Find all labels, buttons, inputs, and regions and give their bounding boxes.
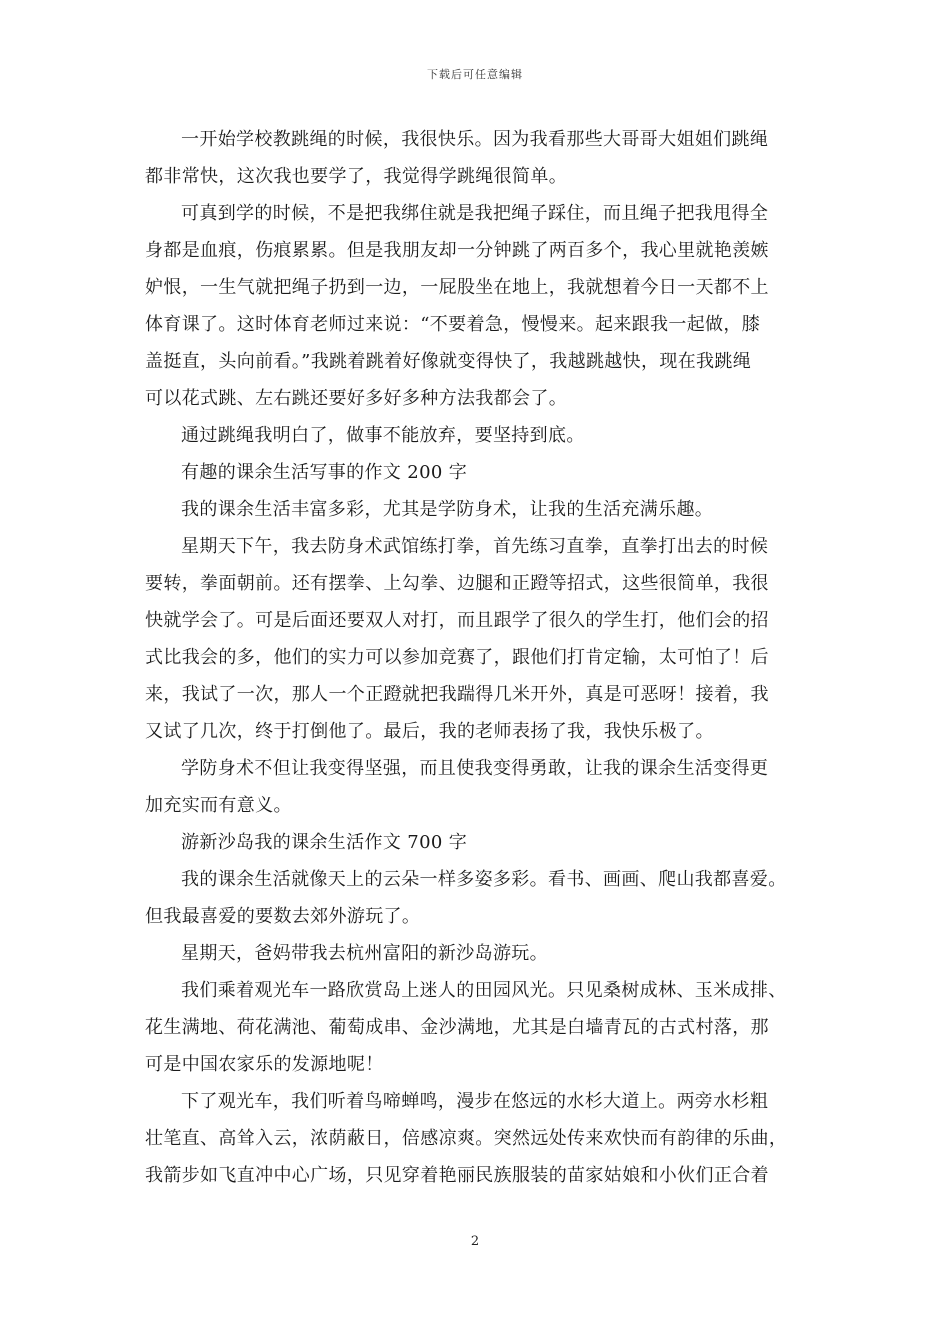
text-line: 一开始学校教跳绳的时候，我很快乐。因为我看那些大哥哥大姐姐们跳绳	[181, 129, 769, 150]
text-line: 盖挺直，头向前看。”我跳着跳着好像就变得快了，我越跳越快，现在我跳绳	[145, 351, 752, 372]
text-line: 可是中国农家乐的发源地呢！	[145, 1054, 384, 1075]
text-line: 可以花式跳、左右跳还要好多好多种方法我都会了。	[145, 388, 568, 409]
text-line: 学防身术不但让我变得坚强，而且使我变得勇敢，让我的课余生活变得更	[181, 758, 769, 779]
text-line: 体育课了。这时体育老师过来说：“不要着急，慢慢来。起来跟我一起做，膝	[145, 314, 761, 335]
text-line: 壮笔直、高耸入云，浓荫蔽日，倍感凉爽。突然远处传来欢快而有韵律的乐曲，	[145, 1128, 788, 1149]
text-line: 我们乘着观光车一路欣赏岛上迷人的田园风光。只见桑树成林、玉米成排、	[181, 980, 787, 1001]
text-line: 身都是血痕，伤痕累累。但是我朋友却一分钟跳了两百多个，我心里就艳羡嫉	[145, 240, 769, 261]
text-line: 都非常快，这次我也要学了，我觉得学跳绳很简单。	[145, 166, 568, 187]
text-line: 可真到学的时候，不是把我绑住就是我把绳子踩住，而且绳子把我甩得全	[181, 203, 769, 224]
text-line: 游新沙岛我的课余生活作文 700 字	[181, 832, 468, 853]
text-line: 又试了几次，终于打倒他了。最后，我的老师表扬了我，我快乐极了。	[145, 721, 714, 742]
page-number: 2	[470, 1234, 480, 1249]
text-line: 星期天，爸妈带我去杭州富阳的新沙岛游玩。	[181, 943, 548, 964]
page-header: 下载后可任意编辑	[427, 68, 523, 81]
text-line: 式比我会的多，他们的实力可以参加竞赛了，跟他们打肯定输，太可怕了！后	[145, 647, 769, 668]
text-line: 花生满地、荷花满池、葡萄成串、金沙满地，尤其是白墙青瓦的古式村落，那	[145, 1017, 769, 1038]
text-line: 来，我试了一次，那人一个正蹬就把我踹得几米开外，真是可恶呀！接着，我	[145, 684, 769, 705]
text-line: 我箭步如飞直冲中心广场，只见穿着艳丽民族服装的苗家姑娘和小伙们正合着	[145, 1165, 769, 1186]
text-line: 妒恨，一生气就把绳子扔到一边，一屁股坐在地上，我就想着今日一天都不上	[145, 277, 769, 298]
text-line: 但我最喜爱的要数去郊外游玩了。	[145, 906, 421, 927]
text-line: 我的课余生活丰富多彩，尤其是学防身术，让我的生活充满乐趣。	[181, 499, 714, 520]
text-line: 快就学会了。可是后面还要双人对打，而且跟学了很久的学生打，他们会的招	[145, 610, 769, 631]
text-line: 加充实而有意义。	[145, 795, 292, 816]
text-line: 我的课余生活就像天上的云朵一样多姿多彩。看书、画画、爬山我都喜爱。	[181, 869, 787, 890]
text-line: 有趣的课余生活写事的作文 200 字	[181, 462, 468, 483]
document-body	[145, 121, 807, 1194]
text-line: 通过跳绳我明白了，做事不能放弃，要坚持到底。	[181, 425, 585, 446]
text-line: 星期天下午，我去防身术武馆练打拳，首先练习直拳，直拳打出去的时候	[181, 536, 769, 557]
text-line: 下了观光车，我们听着鸟啼蝉鸣，漫步在悠远的水杉大道上。两旁水杉粗	[181, 1091, 769, 1112]
text-line: 要转，拳面朝前。还有摆拳、上勾拳、边腿和正蹬等招式，这些很简单，我很	[145, 573, 769, 594]
